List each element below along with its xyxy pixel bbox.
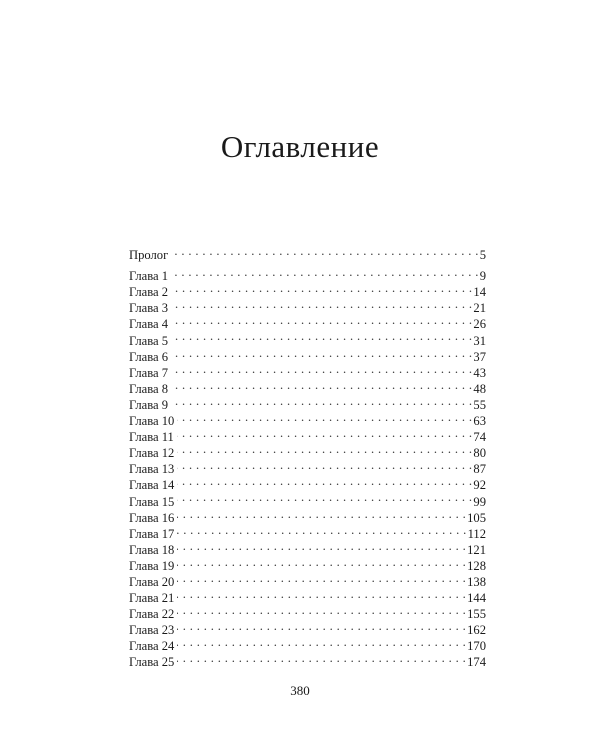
toc-entry-label: Глава 14 <box>129 478 175 493</box>
toc-entry <box>129 602 486 622</box>
toc-entry-page: 105 <box>467 510 486 525</box>
toc-entry-page: 87 <box>473 462 486 477</box>
toc-entry-page: 99 <box>473 494 486 509</box>
toc-entry-label: Глава 17 <box>129 526 175 541</box>
toc-entry <box>129 473 486 493</box>
toc-dot-leader <box>177 441 472 457</box>
toc-entry <box>129 264 486 284</box>
toc-entry-page: 14 <box>473 285 486 300</box>
toc-entry-page: 63 <box>473 414 486 429</box>
toc-entry <box>129 345 486 364</box>
toc-entry <box>129 280 486 300</box>
toc-entry <box>129 634 486 654</box>
toc-entry <box>129 457 486 477</box>
toc-dot-leader <box>171 377 472 393</box>
toc-entry <box>129 441 486 461</box>
toc-entry-page: 144 <box>467 591 486 606</box>
toc-entry-label: Глава 20 <box>129 574 175 589</box>
toc-dot-leader <box>171 393 472 409</box>
toc-entry-page: 80 <box>473 446 486 461</box>
toc-entry-page: 128 <box>467 558 486 573</box>
toc-entry-label: Глава 7 <box>129 365 169 380</box>
toc-entry-page: 121 <box>467 542 486 557</box>
toc-dot-leader <box>177 489 472 505</box>
toc-entry-label: Глава 5 <box>129 333 169 348</box>
toc-entry-label: Глава 22 <box>129 607 175 622</box>
toc-entry-label: Глава 11 <box>129 430 174 445</box>
toc-dot-leader <box>177 409 472 425</box>
toc-entry-label: Глава 21 <box>129 591 175 606</box>
toc-entry-page: 162 <box>467 623 486 638</box>
toc-dot-leader <box>177 425 473 441</box>
toc-entry <box>129 312 486 332</box>
toc-entry-page: 170 <box>467 639 486 654</box>
toc-entry-label: Глава 25 <box>129 655 175 670</box>
page-number: 380 <box>290 683 310 698</box>
toc-entry-page: 48 <box>473 381 486 396</box>
toc-entry-label: Глава 15 <box>129 494 175 509</box>
toc-dot-leader <box>171 361 472 377</box>
toc-entry-label: Глава 3 <box>129 301 169 316</box>
toc-entry-label: Глава 2 <box>129 285 169 300</box>
toc-entry-page: 174 <box>467 655 486 670</box>
toc-dot-leader <box>171 328 472 344</box>
toc-entry-page: 112 <box>467 526 486 541</box>
toc-dot-leader <box>177 554 466 570</box>
toc-dot-leader <box>171 345 472 361</box>
toc-entry <box>129 489 486 509</box>
toc-entry-label: Глава 4 <box>129 317 169 332</box>
toc-dot-leader <box>177 602 466 618</box>
toc-dot-leader <box>177 570 466 586</box>
toc-entry <box>129 554 486 573</box>
toc-entry-label: Глава 16 <box>129 510 175 525</box>
toc-entry <box>129 586 486 606</box>
toc-entry-page: 31 <box>473 333 486 348</box>
toc-dot-leader <box>177 457 472 473</box>
toc-entry <box>129 506 486 525</box>
toc-entry-label: Пролог <box>129 248 169 263</box>
toc-dot-leader <box>177 586 466 602</box>
toc-entry-page: 55 <box>473 397 486 412</box>
toc-entry-page: 21 <box>473 301 486 316</box>
toc-entry-page: 74 <box>473 430 486 445</box>
toc-entry <box>129 425 486 445</box>
toc-entry-label: Глава 19 <box>129 558 175 573</box>
toc-dot-leader <box>177 473 472 489</box>
toc-dot-leader <box>177 650 466 666</box>
toc-entry <box>129 361 486 380</box>
toc-entry-label: Глава 24 <box>129 639 175 654</box>
page-title: Оглавление <box>220 129 380 164</box>
toc-entry-page: 5 <box>479 248 486 263</box>
toc-entry-label: Глава 23 <box>129 623 175 638</box>
toc-entry-label: Глава 1 <box>129 269 169 284</box>
toc-entry-label: Глава 13 <box>129 462 175 477</box>
toc-dot-leader <box>177 618 466 634</box>
toc-entry <box>129 393 486 412</box>
toc-entry <box>129 618 486 638</box>
toc-entry <box>129 409 486 429</box>
toc-entry-page: 37 <box>473 349 486 364</box>
toc-entry-label: Глава 12 <box>129 446 175 461</box>
table-of-contents <box>129 243 486 670</box>
toc-entry <box>129 650 486 670</box>
toc-dot-leader <box>177 522 466 538</box>
toc-dot-leader <box>171 264 479 280</box>
toc-entry-page: 9 <box>479 269 486 284</box>
toc-dot-leader <box>171 312 472 328</box>
toc-entry <box>129 570 486 589</box>
toc-entry-label: Глава 6 <box>129 349 169 364</box>
toc-entry-page: 138 <box>467 574 486 589</box>
toc-dot-leader <box>171 280 472 296</box>
toc-entry-label: Глава 9 <box>129 397 169 412</box>
toc-entry-label: Глава 10 <box>129 414 175 429</box>
toc-dot-leader <box>177 506 466 522</box>
toc-entry-page: 92 <box>473 478 486 493</box>
toc-dot-leader <box>171 243 478 259</box>
toc-dot-leader <box>177 538 466 554</box>
toc-entry-page: 155 <box>467 607 486 622</box>
toc-entry <box>129 522 486 541</box>
toc-entry-page: 26 <box>473 317 486 332</box>
toc-dot-leader <box>171 296 472 312</box>
toc-entry-label: Глава 18 <box>129 542 175 557</box>
toc-entry-page: 43 <box>473 365 486 380</box>
toc-entry <box>129 296 486 316</box>
toc-entry <box>129 538 486 557</box>
toc-dot-leader <box>177 634 466 650</box>
toc-entry <box>129 377 486 396</box>
toc-entry-label: Глава 8 <box>129 381 169 396</box>
toc-entry <box>129 328 486 348</box>
toc-entry <box>129 243 486 263</box>
